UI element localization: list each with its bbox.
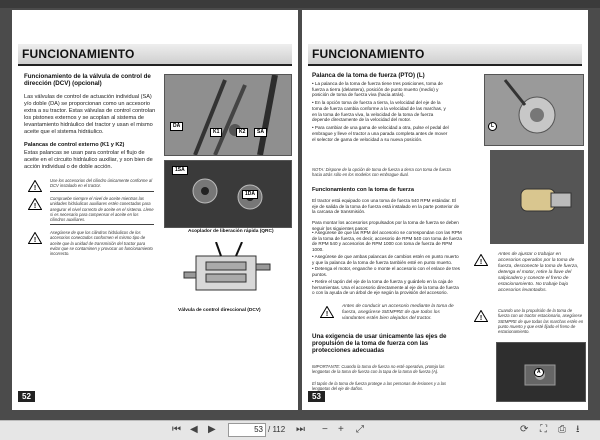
pto-lever-illustration <box>485 75 583 145</box>
dcv-drawing <box>176 242 280 306</box>
page-header <box>18 44 292 66</box>
page-52 <box>12 10 298 410</box>
rotate-icon[interactable]: ⟳ <box>520 424 529 435</box>
print-icon[interactable]: ⎙ <box>558 424 566 435</box>
pto-bullet: La palanca de la toma de fuerza tiene tres posiciones, toma de fuerza a tierra (delantera), posición de punto muerto (medio) y posición de toma de fuerza viva (hacia atrás). <box>312 81 443 98</box>
sub-title: Palancas de control externo (K1 y K2) <box>24 142 125 148</box>
warning-icon <box>28 198 42 210</box>
total-pages: / 112 <box>268 425 286 434</box>
pto-bullet: Para cambiar de una gama de velocidad a otra, pulse el pedal del embrague y lleve el tractor a una parada completa antes de mover el selector de gama de velocidad a su nueva posición. <box>312 125 449 142</box>
side-warning-2: Cuando use la propulsión de la toma de fuerza con un tractor estacionario, asegúrese SIEMPRE de que todas las marchas estén en punto muerto y que esté fijado el freno de estacionamiento. <box>498 308 584 334</box>
page-53 <box>302 10 588 410</box>
label-a: A <box>534 368 544 377</box>
section-title: Palanca de la toma de fuerza (PTO) (L) <box>312 72 425 79</box>
nota: NOTA: Dispone de la opción de toma de fuerza a tierra con toma de fuerza hacia atrás sólo en los modelos con embrague dual. <box>312 167 451 178</box>
download-icon[interactable]: ⭳ <box>576 424 580 435</box>
page-number-input[interactable]: 53 <box>228 423 266 437</box>
pto-lever-photo <box>484 74 584 146</box>
viewer-toolbar <box>0 420 600 440</box>
pto-shaft-photo <box>490 150 584 244</box>
warning-icon <box>28 180 42 192</box>
pto-step: Retire el tapón del eje de la toma de fuerza y guárdelo en la caja de herramientas. Una el accesorio directamente al eje de la toma de fuerza o con la ayuda de un árbol de eje según la provisión del accesorio. <box>312 278 459 296</box>
pto-bullet-list: • La palanca de la toma de fuerza tiene tres posiciones, toma de fuerza a tierra (delantera), posición de punto muerto (medio) y posición de toma de fuerza viva (hacia atrás). • En la opción toma de fuerza a tierra, la velocidad del eje de la toma de fuerza cambia conforme a la velocidad de las marchas, y en la toma de fuerza viva, la velocidad de la toma de fuerza depende directamente de la velocidad del motor. • Para cambiar de una gama de velocidad a otra, pulse el pedal del embrague y lleve el tractor a una parada completa antes de mover el selector de gama de velocidad a su nueva posición. <box>312 81 449 142</box>
label-k1: K1 <box>210 128 222 137</box>
caption-qrc: Acoplador de liberación rápida (QRC) <box>188 229 274 234</box>
section-title: Funcionamiento de la válvula de control de dirección (DCV) (opcional) <box>24 73 151 88</box>
prev-page-icon[interactable]: ◀ <box>190 424 198 435</box>
warning-text-2: Compruebe siempre el nivel de aceite mientras las unidades hidráulicas auxiliares estén conectadas para asegurar el nivel correcto de aceite en el sistema. Llene si es necesario para compensar el aceite en los cilindros auxiliares. <box>50 196 154 222</box>
label-1sa: 1SA <box>172 166 188 175</box>
pto-steps: • Asegúrese de que las RPM del accesorio se correspondan con las RPM de la toma de fuerza, es decir, accesorio de RPM 540 con toma de fuerza de RPM 540 y accesorios de RPM 1000 con toma de fuerza de RPM 1000. • Asegúrese de que ambas palancas de cambios estén en punto muerto y que la palanca de la toma de fuerza también esté en punto muerto. • Detenga el motor, enganche o monte el accesorio con el enlace de tres puntos. • Retire el tapón del eje de la toma de fuerza y guárdelo en la caja de herramientas. Una el accesorio directamente al eje de la toma de fuerza o con la ayuda de un árbol de eje según la provisión del accesorio. <box>312 230 462 296</box>
pto-bullet: En la opción toma de fuerza a tierra, la velocidad del eje de la toma de fuerza cambia conforme a la velocidad de las marchas, y en la toma de fuerza viva, la velocidad de la toma de fuerza depende directamente de la velocidad del motor. <box>312 100 446 123</box>
svg-text:!: ! <box>33 237 37 244</box>
label-1da: 1DA <box>242 190 258 199</box>
warn-box-text: Antes de conducir un accesorio mediante la toma de fuerza, asegúrese SIEMPRE de que todos los viandantes estén bien alejados del tractor. <box>342 304 454 321</box>
svg-text:!: ! <box>325 311 329 318</box>
intro-text: Las válvulas de control de actuación individual (SA) y/o doble (DA) se proporcionan como un accesorio extra a su tractor. Estas válvulas de control controlan los pistones externos y se acoplan al sistema de levantamiento hidráulico del tractor y usan el mismo aceite que el sistema hidráulico. <box>24 94 156 135</box>
svg-text:!: ! <box>33 185 37 192</box>
fit-page-icon[interactable]: ⤢ <box>356 424 364 435</box>
pto-step: Asegúrese de que las RPM del accesorio se correspondan con las RPM de la toma de fuerza, es decir, accesorio de RPM 540 con toma de fuerza de RPM 540 y accesorios de RPM 1000 con toma de fuerza de RPM 1000. <box>312 230 462 253</box>
page-number: 53 <box>308 391 325 402</box>
warning-icon <box>28 232 42 244</box>
levers-illustration <box>165 75 291 155</box>
dcv-levers-photo <box>164 74 292 156</box>
important-text-2: El tapón de la toma de fuerza protege a las personas de lesiones y a las lengüetas del eje de daños. <box>312 381 447 392</box>
pto-text: El tractor está equipado con una toma de fuerza 540 RPM estándar. El eje de salida de la toma de fuerza está instalado en la parte posterior de la carcasa de transmisión. <box>312 198 460 215</box>
next-page-icon[interactable]: ▶ <box>208 424 216 435</box>
viewer-top-bar <box>0 0 600 8</box>
svg-text:!: ! <box>33 203 37 210</box>
warning-text-3: Asegúrese de que los cilindros hidráulicos de los accesorios conectados conformen el mismo tipo de aceite que la unidad de transmisión del tractor para evitar que se contaminen y provocar un funcionamiento incorrecto. <box>50 230 153 256</box>
svg-text:!: ! <box>479 315 483 322</box>
label-k2: K2 <box>236 128 248 137</box>
warning-icon <box>474 254 488 266</box>
pto-step: Asegúrese de que ambas palancas de cambios estén en punto muerto y que la palanca de la toma de fuerza también esté en punto muerto. <box>312 253 459 265</box>
valve-illustration <box>176 242 280 306</box>
header-title: FUNCIONAMIENTO <box>22 47 135 61</box>
caption-dcv: Válvula de control direccional (DCV) <box>178 308 261 313</box>
page-header <box>308 44 582 66</box>
divider <box>50 224 154 225</box>
svg-text:!: ! <box>479 259 483 266</box>
pto-step: Detenga el motor, enganche o monte el accesorio con el enlace de tres puntos. <box>312 266 460 278</box>
warning-text-1: Use los accesorios del cilindro únicamente conforme al DCV instalado en el tractor. <box>50 178 153 189</box>
last-page-icon[interactable]: ⏭ <box>296 424 305 435</box>
warning-icon <box>320 306 334 318</box>
zoom-in-icon[interactable]: + <box>338 424 344 435</box>
pto-subtitle: Funcionamiento con la toma de fuerza <box>312 187 414 193</box>
zoom-out-icon[interactable]: − <box>322 424 328 435</box>
sub-text: Estas palancas se usan para controlar el flujo de aceite en el circuito hidráulico auxiliar, y son bien de acción individual o de doble acción. <box>24 150 153 170</box>
divider <box>50 191 154 192</box>
first-page-icon[interactable]: ⏮ <box>172 424 181 435</box>
fullscreen-icon[interactable]: ⛶ <box>540 424 547 435</box>
warning-icon <box>474 310 488 322</box>
label-l: L <box>488 122 497 131</box>
label-sa: SA <box>254 128 267 137</box>
pto-list-intro: Para montar los accesorios propulsados por la toma de fuerza se deben seguir los siguientes pasos: <box>312 220 459 231</box>
important-text: IMPORTANTE: Cuando la toma de fuerza no esté operativa, proteja las lengüetas de la toma de fuerza con la tapa de la toma de fuerza (A). <box>312 364 445 375</box>
label-da: DA <box>170 122 183 131</box>
side-warning-1: Antes de ajustar o trabajar en accesorios operados por la toma de fuerza, desconecte la toma de fuerza, detenga el motor, retire la llave del salpicadero y conecte el freno de estacionamiento. No trabaje bajo accesorios levantados. <box>498 252 579 293</box>
page-number: 52 <box>18 391 35 402</box>
header-title: FUNCIONAMIENTO <box>312 47 425 61</box>
pto-shaft-illustration <box>491 151 583 243</box>
bottom-title: Una exigencia de usar únicamente las ejes de propulsión de la toma de fuerza con las protecciones adecuadas <box>312 333 447 355</box>
